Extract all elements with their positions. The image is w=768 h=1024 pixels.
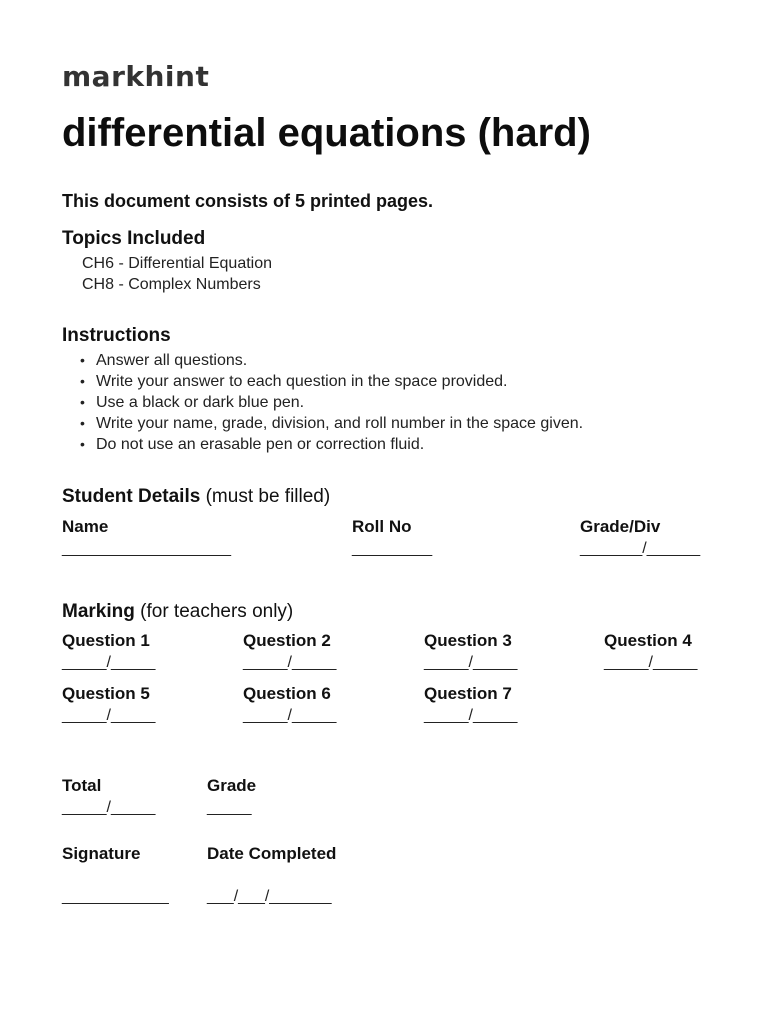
signature-label: Signature bbox=[62, 844, 141, 863]
question-4-label: Question 4 bbox=[604, 631, 692, 650]
topic-item: CH8 - Complex Numbers bbox=[82, 276, 261, 293]
question-5-score-field[interactable]: _____/_____ bbox=[62, 707, 156, 724]
instruction-item: • Answer all questions. bbox=[80, 350, 583, 371]
marking-note: (for teachers only) bbox=[140, 601, 294, 622]
question-6-score-field[interactable]: _____/_____ bbox=[243, 707, 337, 724]
instruction-item: • Write your answer to each question in the space provided. bbox=[80, 371, 583, 392]
date-completed-field[interactable]: ___/___/_______ bbox=[207, 888, 332, 905]
question-3-label: Question 3 bbox=[424, 631, 512, 650]
question-4-score-field[interactable]: _____/_____ bbox=[604, 654, 698, 671]
instructions-list bbox=[80, 350, 583, 455]
topic-item: CH6 - Differential Equation bbox=[82, 255, 273, 272]
pages-note: This document consists of 5 printed pages. bbox=[62, 191, 434, 211]
grade-div-label: Grade/Div bbox=[580, 517, 661, 536]
question-7-score-field[interactable]: _____/_____ bbox=[424, 707, 518, 724]
instruction-item: • Write your name, grade, division, and roll number in the space given. bbox=[80, 413, 583, 434]
topics-heading: Topics Included bbox=[62, 228, 206, 249]
question-3-score-field[interactable]: _____/_____ bbox=[424, 654, 518, 671]
brand-logo: markhint bbox=[62, 60, 210, 93]
question-1-score-field[interactable]: _____/_____ bbox=[62, 654, 156, 671]
document-title: differential equations (hard) bbox=[62, 111, 591, 155]
name-field[interactable]: ___________________ bbox=[62, 540, 232, 557]
date-completed-label: Date Completed bbox=[207, 844, 337, 863]
name-label: Name bbox=[62, 517, 109, 536]
question-1-label: Question 1 bbox=[62, 631, 150, 650]
total-field[interactable]: _____/_____ bbox=[62, 799, 156, 816]
roll-no-field[interactable]: _________ bbox=[352, 540, 433, 557]
student-details-title: Student Details bbox=[62, 486, 201, 507]
grade-label: Grade bbox=[207, 776, 257, 795]
instruction-item: • Use a black or dark blue pen. bbox=[80, 392, 583, 413]
question-6-label: Question 6 bbox=[243, 684, 331, 703]
signature-field[interactable]: ____________ bbox=[62, 888, 169, 905]
student-details-note: (must be filled) bbox=[205, 486, 331, 507]
question-5-label: Question 5 bbox=[62, 684, 150, 703]
marking-title: Marking bbox=[62, 601, 135, 622]
question-7-label: Question 7 bbox=[424, 684, 512, 703]
question-2-score-field[interactable]: _____/_____ bbox=[243, 654, 337, 671]
instructions-heading: Instructions bbox=[62, 325, 171, 346]
student-details-heading bbox=[62, 486, 330, 508]
roll-no-label: Roll No bbox=[352, 517, 412, 536]
question-2-label: Question 2 bbox=[243, 631, 331, 650]
total-label: Total bbox=[62, 776, 102, 795]
instruction-item: • Do not use an erasable pen or correction fluid. bbox=[80, 434, 583, 455]
grade-div-field[interactable]: _______/______ bbox=[580, 540, 701, 557]
grade-field[interactable]: _____ bbox=[207, 799, 252, 816]
marking-heading bbox=[62, 601, 293, 623]
